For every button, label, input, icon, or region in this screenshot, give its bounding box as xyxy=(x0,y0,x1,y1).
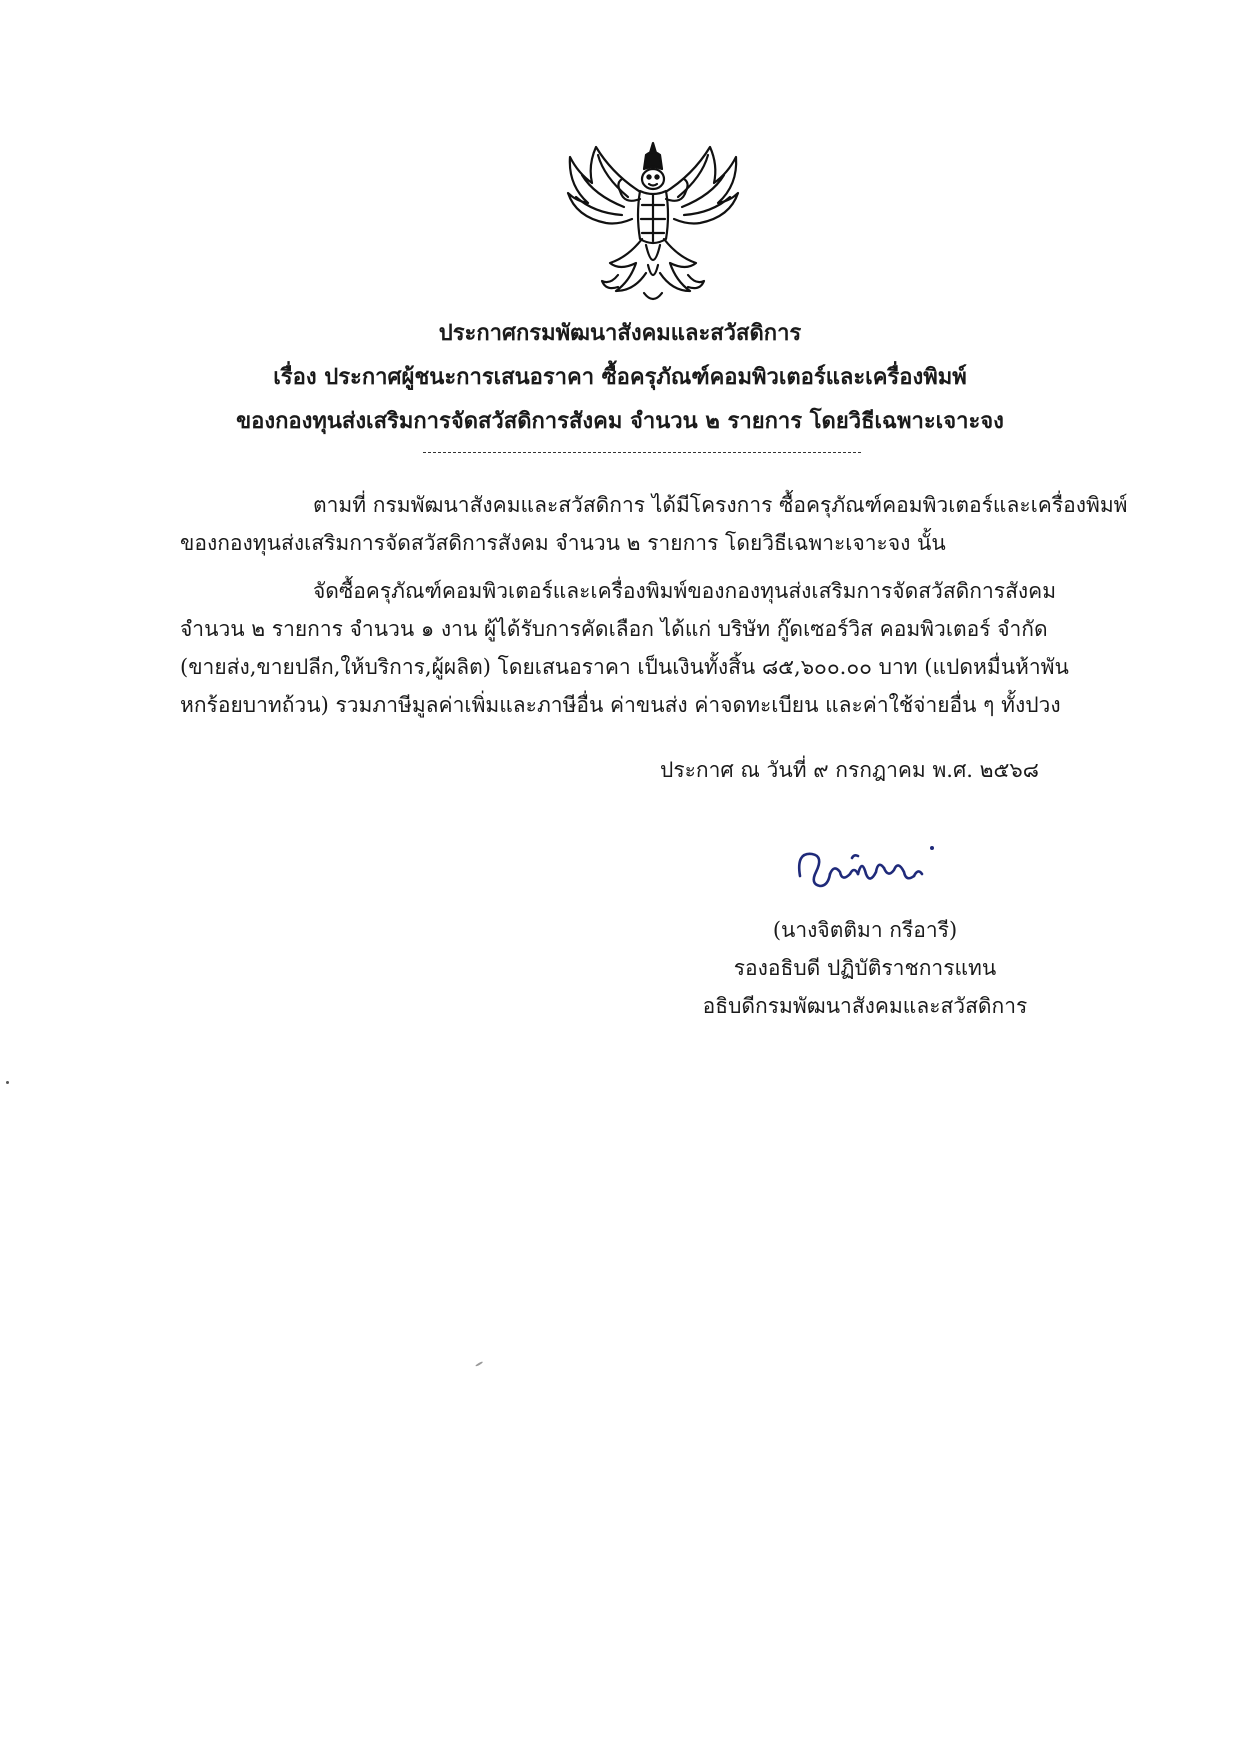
garuda-emblem-icon xyxy=(558,135,748,310)
scan-speck xyxy=(6,1081,9,1084)
announcement-date: ประกาศ ณ วันที่ ๙ กรกฎาคม พ.ศ. ๒๕๖๘ xyxy=(660,758,1039,782)
signatory-name: (นางจิตติมา กรีอารี) xyxy=(772,918,958,942)
para2-line3: (ขายส่ง,ขายปลีก,ให้บริการ,ผู้ผลิต) โดยเสนอราคา เป็นเงินทั้งสิ้น ๘๕,๖๐๐.๐๐ บาท (แปดหมื่นห้าพัน xyxy=(180,655,1069,679)
para2-line2: จำนวน ๒ รายการ จำนวน ๑ งาน ผู้ได้รับการคัดเลือก ได้แก่ บริษัท กู๊ดเซอร์วิส คอมพิวเตอร์ จำกัด xyxy=(180,617,1048,641)
para2-line4: หกร้อยบาทถ้วน) รวมภาษีมูลค่าเพิ่มและภาษีอื่น ค่าขนส่ง ค่าจดทะเบียน และค่าใช้จ่ายอื่น ๆ ทั้งปวง xyxy=(180,693,1061,717)
handwritten-signature xyxy=(790,838,940,898)
para2-line1: จัดซื้อครุภัณฑ์คอมพิวเตอร์และเครื่องพิมพ์ของกองทุนส่งเสริมการจัดสวัสดิการสังคม xyxy=(313,579,1057,603)
announcement-title: ประกาศกรมพัฒนาสังคมและสวัสดิการ xyxy=(438,320,802,346)
announcement-subject-cont: ของกองทุนส่งเสริมการจัดสวัสดิการสังคม จำนวน ๒ รายการ โดยวิธีเฉพาะเจาะจง xyxy=(236,408,1004,434)
announcement-subject: เรื่อง ประกาศผู้ชนะการเสนอราคา ซื้อครุภัณฑ์คอมพิวเตอร์และเครื่องพิมพ์ xyxy=(273,364,967,390)
signatory-position: รองอธิบดี ปฏิบัติราชการแทน xyxy=(733,956,997,980)
scan-speck xyxy=(475,1361,483,1366)
para1-line2: ของกองทุนส่งเสริมการจัดสวัสดิการสังคม จำนวน ๒ รายการ โดยวิธีเฉพาะเจาะจง นั้น xyxy=(180,531,946,555)
heading-divider xyxy=(423,452,861,453)
signatory-department: อธิบดีกรมพัฒนาสังคมและสวัสดิการ xyxy=(702,994,1028,1018)
para1-line1: ตามที่ กรมพัฒนาสังคมและสวัสดิการ ได้มีโครงการ ซื้อครุภัณฑ์คอมพิวเตอร์และเครื่องพิมพ์ xyxy=(313,493,1128,517)
